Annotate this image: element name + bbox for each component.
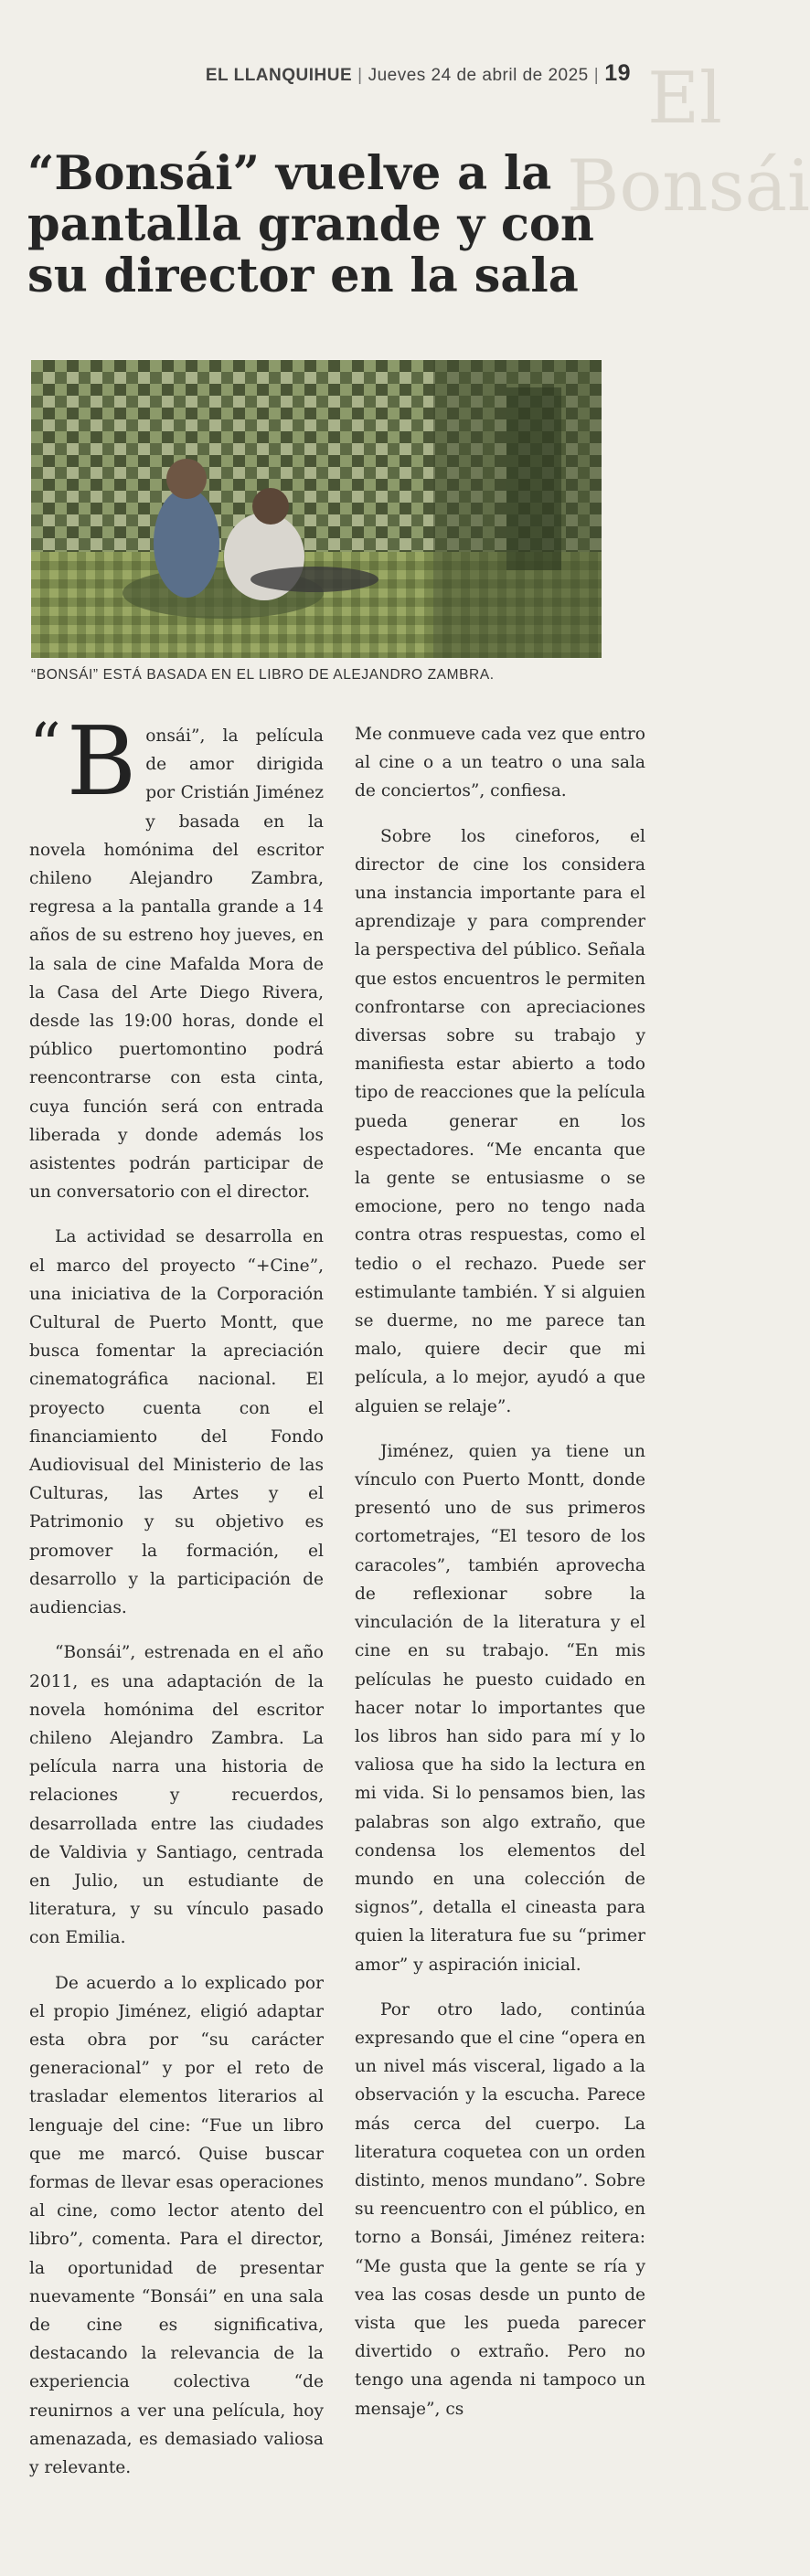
header-separator: |: [357, 66, 363, 85]
photo-caption: “BONSÁI” ESTÁ BASADA EN EL LIBRO DE ALEJANDRO ZAMBRA.: [31, 667, 495, 683]
paragraph-text: onsái”, la película de amor dirigida por Cristián Jiménez y basada en la novela homónima del escritor chileno Alejandro Zambra, regresa a la pantalla grande a 14 años de su estreno hoy jueves, en la sala de cine Mafalda Mora de la Casa del Arte Diego Rivera, desde las 19:00 horas, donde el público puertomontino podrá reencontrarse con esta cinta, cuya función será con entrada liberada y donde además los asistentes podrán participar de un conversatorio con el director.: [29, 726, 324, 1203]
article-paragraph: De acuerdo a lo explicado por el propio Jiménez, eligió adaptar esta obra por “su carácter generacional” y por el reto de trasladar elementos literarios al lenguaje del cine: “Fue un libro que me marcó. Quise buscar formas de llevar esas operaciones al cine, como lector atento del libro”, comenta. Para el director, la oportunidad de presentar nuevamente “Bonsái” en una sala de cine es significativa, destacando la relevancia de la experiencia colectiva “de reunirnos a ver una película, hoy amenazada, es demasiado valiosa y relevante.: [29, 1973, 324, 2477]
article-paragraph: Sobre los cineforos, el director de cine los considera una instancia importante para el aprendizaje y para comprender la perspectiva del público. Señala que estos encuentros le permiten confrontarse con apreciaciones diversas sobre su trabajo y manifiesta estar abierto a todo tipo de reacciones que la película pueda generar en los espectadores. “Me encanta que la gente se entusiasme o se emocione, pero no tengo nada contra otras respuestas, como el tedio o el rechazo. Puede ser estimulante también. Y si alguien se duerme, no me parece tan malo, quiere decir que mi película, a lo mejor, ayudó a que alguien se relaje”.: [355, 826, 645, 1416]
article-column-right: [355, 720, 645, 2440]
article-paragraph: Jiménez, quien ya tiene un vínculo con Puerto Montt, donde presentó uno de sus primeros cortometrajes, “El tesoro de los caracoles”, también aprovecha de reflexionar sobre la vinculación de la literatura y el cine en su trabajo. “En mis películas he puesto cuidado en hacer notar lo importantes que los libros han sido para mí y lo valiosa que ha sido la lectura en mi vida. Si lo pensamos bien, las palabras son algo extraño, que condensa los elementos del mundo en una colección de signos”, detalla el cineasta para quien la literatura fue su “primer amor” y aspiración inicial.: [355, 1441, 645, 1975]
ghost-bleed-through-text: El Bonsái: [567, 58, 810, 228]
header-separator: |: [593, 66, 600, 85]
page-number: 19: [604, 60, 631, 86]
park-scene-illustration: [31, 360, 602, 658]
article-paragraph: Por otro lado, continúa expresando que el cine “opera en un nivel más visceral, ligado a la observación y la escucha. Parece más cerca del cuerpo. La literatura coquetea con un orden distinto, menos mundano”. Sobre su reencuentro con el público, en torno a Bonsái, Jiménez reitera: “Me gusta que la gente se ría y vea las cosas desde un punto de vista que les pueda parecer divertido o extraño. Pero no tengo una agenda ni tampoco un mensaje”, cs: [355, 1999, 645, 2419]
article-paragraph: “Bonsái”, estrenada en el año 2011, es una adaptación de la novela homónima del escritor chileno Alejandro Zambra. La película narra una historia de relaciones y recuerdos, desarrollada entre las ciudades de Valdivia y Santiago, centrada en Julio, un estudiante de literatura, y su vínculo pasado con Emilia.: [29, 1643, 324, 1948]
article-photo: [31, 360, 602, 658]
publication-date: Jueves 24 de abril de 2025: [368, 66, 589, 85]
opening-quote-mark: “: [29, 711, 61, 783]
article-column-left: [29, 705, 324, 2498]
publication-name: EL LLANQUIHUE: [205, 66, 353, 85]
drop-cap: B: [66, 705, 137, 817]
lead-paragraph: [29, 705, 324, 1206]
article-paragraph: Me conmueve cada vez que entro al cine o a un teatro o una sala de conciertos”, confiesa.: [355, 725, 645, 801]
page-header: [201, 60, 631, 87]
article-paragraph: La actividad se desarrolla en el marco del proyecto “+Cine”, una iniciativa de la Corporación Cultural de Puerto Montt, que busca fomentar la apreciación cinematográfica nacional. El proyecto cuenta con el financiamiento del Fondo Audiovisual del Ministerio de las Culturas, las Artes y el Patrimonio y su objetivo es promover la formación, el desarrollo y la participación de audiencias.: [29, 1227, 324, 1618]
article-headline: “Bonsái” vuelve a la pantalla grande y con su director en la sala: [27, 146, 594, 303]
